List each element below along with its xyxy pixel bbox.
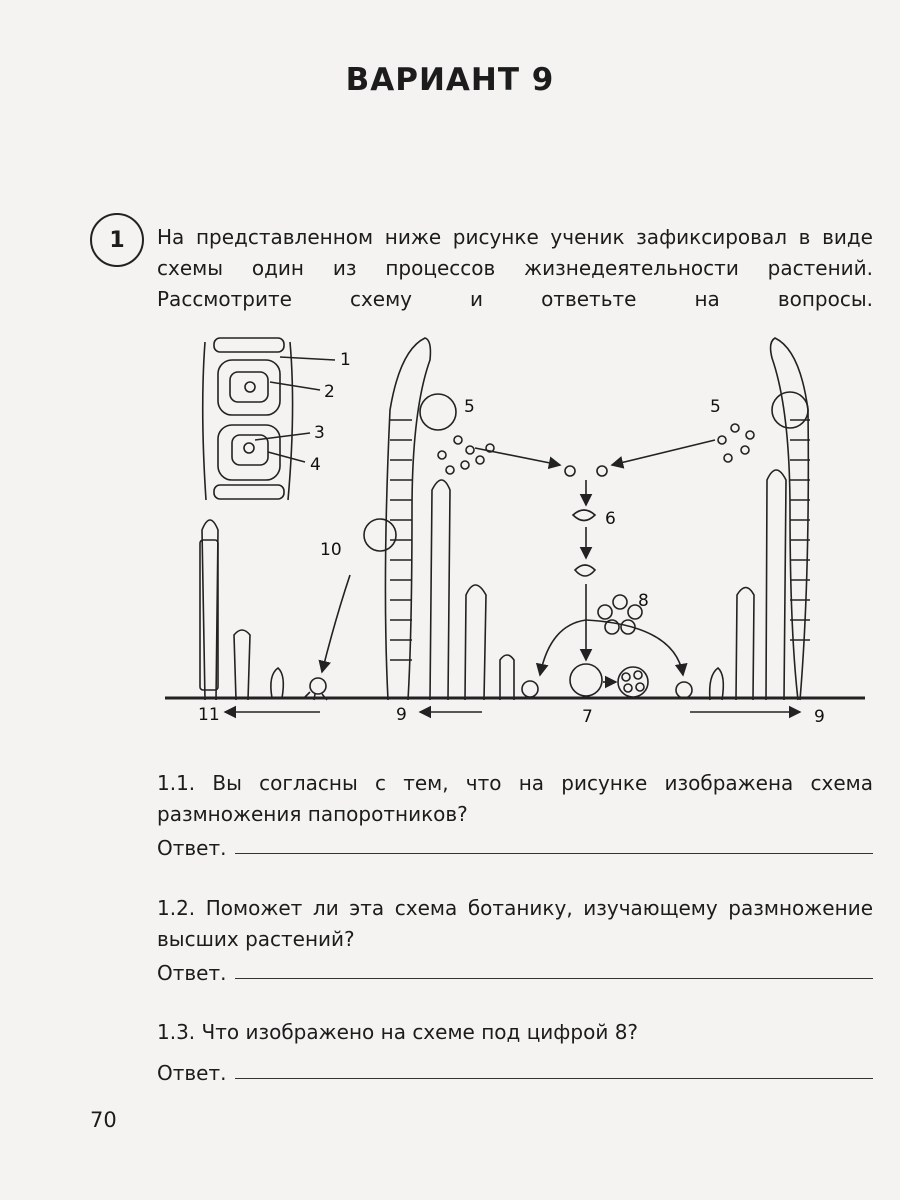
page-title: ВАРИАНТ 9	[345, 62, 555, 98]
zoospore-settled-right	[676, 682, 692, 698]
zygote	[570, 664, 602, 696]
diagram-label-3: 3	[314, 423, 325, 443]
diagram-label-11: 11	[198, 705, 220, 725]
cell-detail-drawing	[203, 338, 335, 500]
answer-line-1-3[interactable]	[157, 1055, 873, 1085]
divided-zygote	[618, 667, 648, 697]
task-number-badge: 1	[90, 213, 144, 267]
germinating-zoospore-small	[271, 668, 283, 698]
zoospores-left	[438, 436, 494, 474]
answer-blank[interactable]	[235, 977, 874, 979]
answer-label: Ответ.	[157, 961, 227, 985]
filament-center-2	[430, 480, 450, 700]
diagram-label-1: 1	[340, 350, 351, 370]
filament-right-small	[710, 668, 724, 700]
answer-blank[interactable]	[235, 852, 874, 854]
zoospore-settled-left	[522, 681, 538, 697]
filament-right-2	[736, 588, 754, 701]
task-text: На представленном ниже рисунке ученик зафиксировал в виде схемы один из процессов жизнедеятельности растений. Рассмотрите схему и ответьте на вопросы.	[157, 225, 873, 311]
answer-blank[interactable]	[235, 1077, 874, 1079]
diagram-label-8: 8	[638, 591, 649, 611]
question-1-3: 1.3. Что изображено на схеме под цифрой 8?	[157, 1020, 639, 1044]
answer-label: Ответ.	[157, 836, 227, 860]
diagram-label-10: 10	[320, 540, 342, 560]
answer-line-1-1[interactable]	[157, 830, 873, 860]
diagram-label-2: 2	[324, 382, 335, 402]
diagram-label-5-right: 5	[710, 397, 721, 417]
diagram-label-9-left: 9	[396, 705, 407, 725]
zoospores-right	[718, 424, 754, 462]
diagram-label-4: 4	[310, 455, 321, 475]
filament-left-1	[200, 520, 218, 700]
life-cycle-diagram	[150, 330, 870, 730]
filament-center-3	[465, 585, 486, 700]
page-number: 70	[90, 1108, 117, 1132]
question-1-2: 1.2. Поможет ли эта схема ботанику, изучающему размножение высших растений?	[157, 896, 873, 951]
diagram-label-5-left: 5	[464, 397, 475, 417]
filament-left-2	[234, 630, 250, 700]
diagram-label-6: 6	[605, 509, 616, 529]
tall-filament-right	[771, 338, 810, 700]
filament-right-3	[766, 470, 786, 700]
filament-center-4	[500, 655, 514, 700]
diagram-label-9-right: 9	[814, 707, 825, 727]
answer-label: Ответ.	[157, 1061, 227, 1085]
question-1-1: 1.1. Вы согласны с тем, что на рисунке изображена схема размножения папоротников?	[157, 771, 873, 826]
tall-filament-center	[364, 338, 456, 700]
answer-line-1-2[interactable]	[157, 955, 873, 985]
diagram-label-7: 7	[582, 707, 593, 727]
